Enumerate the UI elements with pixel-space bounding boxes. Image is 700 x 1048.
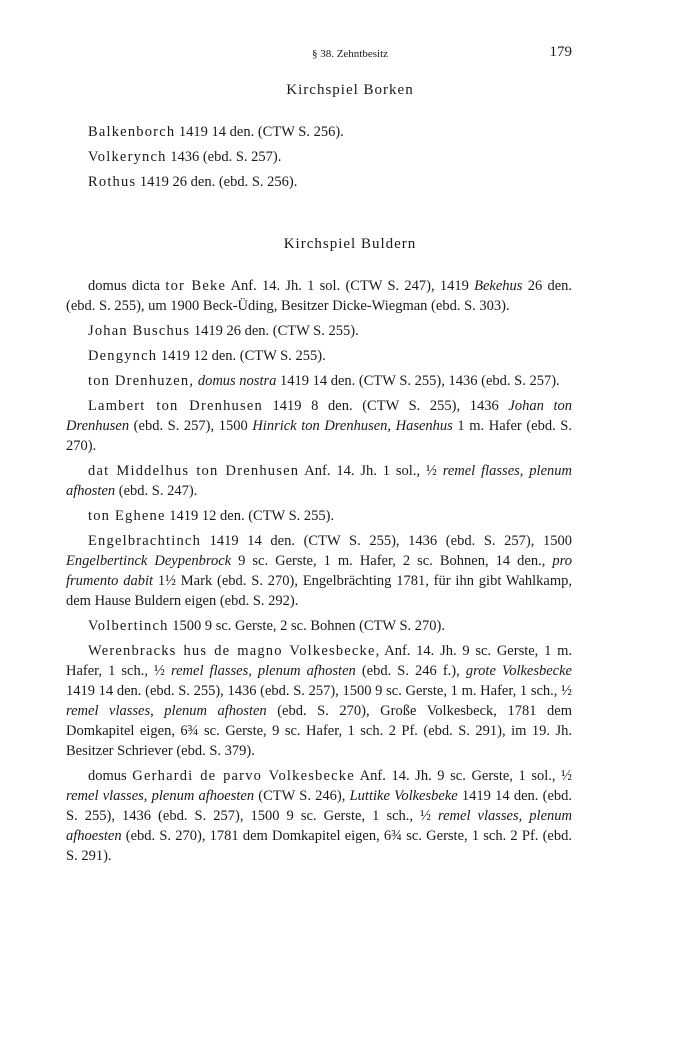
entry-name: Rothus <box>88 174 137 190</box>
entry-name: Gerhardi de parvo Volkesbecke <box>132 768 355 784</box>
entry-name: Dengynch <box>88 348 158 364</box>
section-title-buldern: Kirchspiel Buldern <box>283 236 417 252</box>
entry-name: Engelbrachtinch <box>88 533 202 549</box>
entry-dengynch: Dengynch 1419 12 den. (CTW S. 255). <box>88 348 326 364</box>
entry-balkenborch: Balkenborch 1419 14 den. (CTW S. 256). <box>88 124 344 140</box>
entry-ton-eghene: ton Eghene 1419 12 den. (CTW S. 255). <box>88 508 335 524</box>
entry-name: Johan Buschus <box>88 323 191 339</box>
entry-name: ton Drenhuzen, <box>88 373 195 389</box>
entry-name: ton Eghene <box>88 508 166 524</box>
page-header <box>0 44 700 64</box>
borken-entries <box>66 122 572 197</box>
entry-name: Balkenborch <box>88 124 176 140</box>
entry-domus-gerhardi: domus Gerhardi de parvo Volkesbecke Anf. 14. Jh. 9 sc. Gerste, 1 sol., ½ remel vlasses, plenum afhoesten (CTW S. 246), Luttike Volkesbeke 1419 14 den. (ebd. S. 255), 1436 (ebd. S. 257), 1500 9 sc. Gerste, 1 sch., ½ remel vlasses, plenum afhoesten (ebd. S. 270), 1781 dem Domkapitel eigen, 6¾ sc. Gerste, 1 sch. 2 Pf. (ebd. S. 291). <box>66 768 573 864</box>
entry-lambert-ton-drenhusen: Lambert ton Drenhusen 1419 8 den. (CTW S. 255), 1436 Johan ton Drenhusen (ebd. S. 257), 1500 Hinrick ton Drenhusen, Hasenhus 1 m. Hafer (ebd. S. 270). <box>66 398 572 454</box>
page-number: 179 <box>549 44 572 60</box>
running-head: § 38. Zehntbesitz <box>311 48 389 60</box>
entry-name: tor Beke <box>165 278 227 294</box>
section-title-borken: Kirchspiel Borken <box>286 82 414 98</box>
entry-werenbracks-hus: Werenbracks hus de magno Volkesbecke, Anf. 14. Jh. 9 sc. Gerste, 1 m. Hafer, 1 sch., ½ remel flasses, plenum afhosten (ebd. S. 246 f.), grote Volkesbecke 1419 14 den. (ebd. S. 255), 1436 (ebd. S. 257), 1500 9 sc. Gerste, 1 m. Hafer, 1 sch., ½ remel vlasses, plenum afhosten (ebd. S. 270), Große Volkesbeck, 1781 dem Domkapitel eigen, 6¾ sc. Gerste, 9 sc. Hafer, 1 sch. 2 Pf. (ebd. S. 291), im 19. Jh. Besitzer Schriever (ebd. S. 379). <box>66 643 572 759</box>
entry-name: Volbertinch <box>88 618 169 634</box>
entry-rothus: Rothus 1419 26 den. (ebd. S. 256). <box>88 174 298 190</box>
buldern-entries <box>66 276 572 871</box>
entry-name: Lambert ton Drenhusen <box>88 398 263 414</box>
entry-volkerynch: Volkerynch 1436 (ebd. S. 257). <box>88 149 282 165</box>
entry-johan-buschus: Johan Buschus 1419 26 den. (CTW S. 255). <box>88 323 359 339</box>
entry-dat-middelhus: dat Middelhus ton Drenhusen Anf. 14. Jh. 1 sol., ½ remel flasses, plenum afhosten (ebd. S. 247). <box>66 463 572 499</box>
entry-tor-beke: domus dicta tor Beke Anf. 14. Jh. 1 sol. (CTW S. 247), 1419 Bekehus 26 den. (ebd. S. 255), um 1900 Beck-Üding, Besitzer Dicke-Wiegman (ebd. S. 303). <box>66 278 572 314</box>
entry-engelbrachtinch: Engelbrachtinch 1419 14 den. (CTW S. 255), 1436 (ebd. S. 257), 1500 Engelbertinck Deypenbrock 9 sc. Gerste, 1 m. Hafer, 2 sc. Bohnen, 14 den., pro frumento dabit 1½ Mark (ebd. S. 270), Engelbrächting 1781, für ihn gibt Wahlkamp, dem Hause Buldern eigen (ebd. S. 292). <box>66 533 572 609</box>
entry-ton-drenhuzen: ton Drenhuzen, domus nostra 1419 14 den. (CTW S. 255), 1436 (ebd. S. 257). <box>88 373 560 389</box>
entry-name: Volkerynch <box>88 149 167 165</box>
entry-name: Werenbracks hus de magno Volkesbecke <box>88 643 376 659</box>
entry-name: dat Middelhus ton Drenhusen <box>88 463 300 479</box>
entry-volbertinch: Volbertinch 1500 9 sc. Gerste, 2 sc. Bohnen (CTW S. 270). <box>88 618 445 634</box>
